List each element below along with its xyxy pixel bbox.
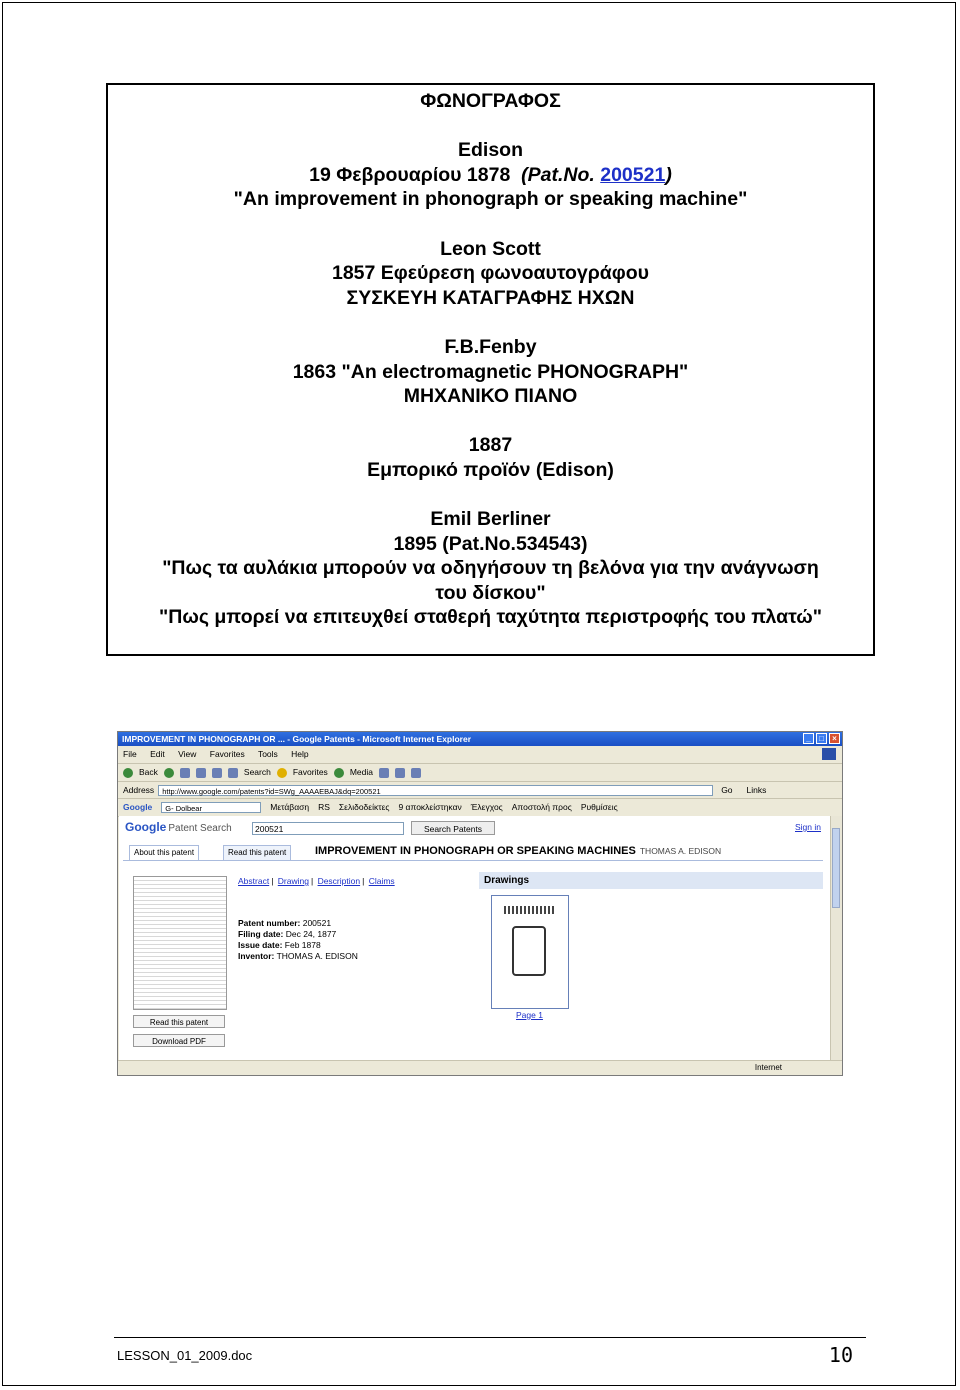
status-bar <box>118 1060 842 1075</box>
history-icon[interactable] <box>379 768 389 778</box>
google-toolbar-input[interactable]: G- Dolbear <box>161 802 261 813</box>
drawing-sketch-top <box>504 906 554 914</box>
page-content <box>119 816 831 1062</box>
menu-help[interactable]: Help <box>291 749 309 759</box>
footer-filename: LESSON_01_2009.doc <box>117 1348 253 1363</box>
edison-title: "An improvement in phonograph or speaking machine" <box>233 188 748 211</box>
patent-section-links: Abstract | Drawing | Description | Claims <box>238 876 395 886</box>
search-patents-button[interactable]: Search Patents <box>411 821 495 835</box>
favorites-star-icon <box>277 768 287 778</box>
close-icon[interactable]: × <box>829 733 840 744</box>
year-1887-line: Εμπορικό προϊόν (Edison) <box>367 458 614 481</box>
fenby-line2: ΜΗΧΑΝΙΚΟ ΠΙΑΝΟ <box>403 385 578 408</box>
menu-bar <box>118 746 842 764</box>
drawings-header: Drawings <box>479 872 823 889</box>
security-zone: Internet <box>754 1063 782 1072</box>
scrollbar-thumb[interactable] <box>832 828 840 908</box>
stop-icon[interactable] <box>180 768 190 778</box>
forward-arrow-icon[interactable] <box>164 768 174 778</box>
browser-screenshot <box>117 731 843 1076</box>
patent-search-input[interactable]: 200521 <box>252 822 404 835</box>
menu-favorites[interactable]: Favorites <box>209 749 245 759</box>
maximize-icon[interactable]: □ <box>816 733 827 744</box>
tab-divider <box>123 860 823 861</box>
link-description[interactable]: Description <box>317 876 361 886</box>
berliner-q1: "Πως τα αυλάκια μπορούν να οδηγήσουν τη βελόνα για την ανάγνωση <box>162 557 819 580</box>
search-icon <box>228 768 238 778</box>
menu-edit[interactable]: Edit <box>150 749 165 759</box>
tab-about-patent[interactable]: About this patent <box>129 845 199 861</box>
box-title: ΦΩΝΟΓΡΑΦΟΣ <box>420 90 561 112</box>
links-button[interactable]: Links <box>746 785 767 795</box>
menu-file[interactable]: File <box>123 749 137 759</box>
refresh-icon[interactable] <box>196 768 206 778</box>
go-button[interactable]: Go <box>721 785 733 795</box>
scott-line1: 1857 Εφεύρεση φωνοαυτογράφου <box>331 262 650 285</box>
footer-page-number: 10 <box>828 1343 853 1367</box>
menu-view[interactable]: View <box>178 749 197 759</box>
google-settings-button[interactable]: Ρυθμίσεις <box>580 802 618 812</box>
google-check-button[interactable]: Έλεγχος <box>470 802 503 812</box>
drawing-page-link[interactable]: Page 1 <box>516 1010 543 1020</box>
link-claims[interactable]: Claims <box>368 876 395 886</box>
menu-tools[interactable]: Tools <box>257 749 278 759</box>
favorites-button[interactable]: Favorites <box>292 767 328 777</box>
home-icon[interactable] <box>212 768 222 778</box>
berliner-q1b: του δίσκου" <box>435 581 546 604</box>
patent-page-thumbnail[interactable] <box>133 876 227 1010</box>
google-bookmarks-button[interactable]: Σελιδοδείκτες <box>338 802 390 812</box>
scott-name: Leon Scott <box>440 237 541 260</box>
window-titlebar: IMPROVEMENT IN PHONOGRAPH OR ... - Google Patents - Microsoft Internet Explorer _ □ × <box>118 732 842 746</box>
back-button[interactable]: Back <box>139 767 158 777</box>
media-icon <box>334 768 344 778</box>
address-input[interactable]: http://www.google.com/patents?id=SWg_AAAAEBAJ&dq=200521 <box>158 785 713 796</box>
edison-name: Edison <box>457 139 523 162</box>
address-bar <box>118 782 842 799</box>
drawing-thumbnail[interactable] <box>491 895 569 1009</box>
phonograph-history-box <box>106 83 875 656</box>
google-send-button[interactable]: Αποστολή προς <box>511 802 572 812</box>
mail-icon[interactable] <box>395 768 405 778</box>
patent-metadata: Patent number: 200521 Filing date: Dec 24, 1877 Issue date: Feb 1878 Inventor: THOMAS A. EDISON <box>238 918 358 961</box>
print-icon[interactable] <box>411 768 421 778</box>
fenby-name: F.B.Fenby <box>444 335 537 358</box>
google-popup-blocker[interactable]: 9 αποκλείστηκαν <box>398 802 462 812</box>
berliner-pat: 1895 (Pat.No.534543) <box>393 532 588 555</box>
berliner-q2: "Πως μπορεί να επιτευχθεί σταθερή ταχύτητα περιστροφής του πλατώ" <box>159 606 822 629</box>
berliner-name: Emil Berliner <box>430 508 551 531</box>
drawing-sketch-body <box>512 926 546 976</box>
patent-title: IMPROVEMENT IN PHONOGRAPH OR SPEAKING MACHINES THOMAS A. EDISON <box>315 845 722 857</box>
google-toolbar-logo[interactable]: Google <box>123 802 153 812</box>
read-patent-button[interactable]: Read this patent <box>133 1015 225 1028</box>
vertical-scrollbar[interactable] <box>830 816 842 1062</box>
edison-date-line: 19 Φεβρουαρίου 1878 (Pat.No. 200521) <box>309 163 672 186</box>
windows-logo-icon <box>822 748 836 760</box>
minimize-icon[interactable]: _ <box>803 733 814 744</box>
google-toolbar <box>118 799 842 817</box>
scott-line2: ΣΥΣΚΕΥΗ ΚΑΤΑΓΡΑΦΗΣ ΗΧΩΝ <box>346 286 635 309</box>
link-abstract[interactable]: Abstract <box>238 876 270 886</box>
patent-link[interactable]: 200521 <box>600 163 666 186</box>
fenby-line1: 1863 "An electromagnetic PHONOGRAPH" <box>292 360 689 383</box>
tab-read-patent[interactable]: Read this patent <box>223 845 291 861</box>
google-go-button[interactable]: Μετάβαση <box>270 802 310 812</box>
media-button[interactable]: Media <box>349 767 373 777</box>
address-label: Address <box>123 785 155 795</box>
back-arrow-icon[interactable] <box>123 768 133 778</box>
nav-toolbar <box>118 764 842 782</box>
sign-in-link[interactable]: Sign in <box>795 822 821 832</box>
download-pdf-button[interactable]: Download PDF <box>133 1034 225 1047</box>
search-button[interactable]: Search <box>243 767 271 777</box>
link-drawing[interactable]: Drawing <box>277 876 309 886</box>
google-rs-button[interactable]: RS <box>318 802 330 812</box>
patent-search-logo: Google Patent Search <box>125 820 232 834</box>
year-1887: 1887 <box>468 434 513 457</box>
footer-rule <box>114 1337 866 1338</box>
